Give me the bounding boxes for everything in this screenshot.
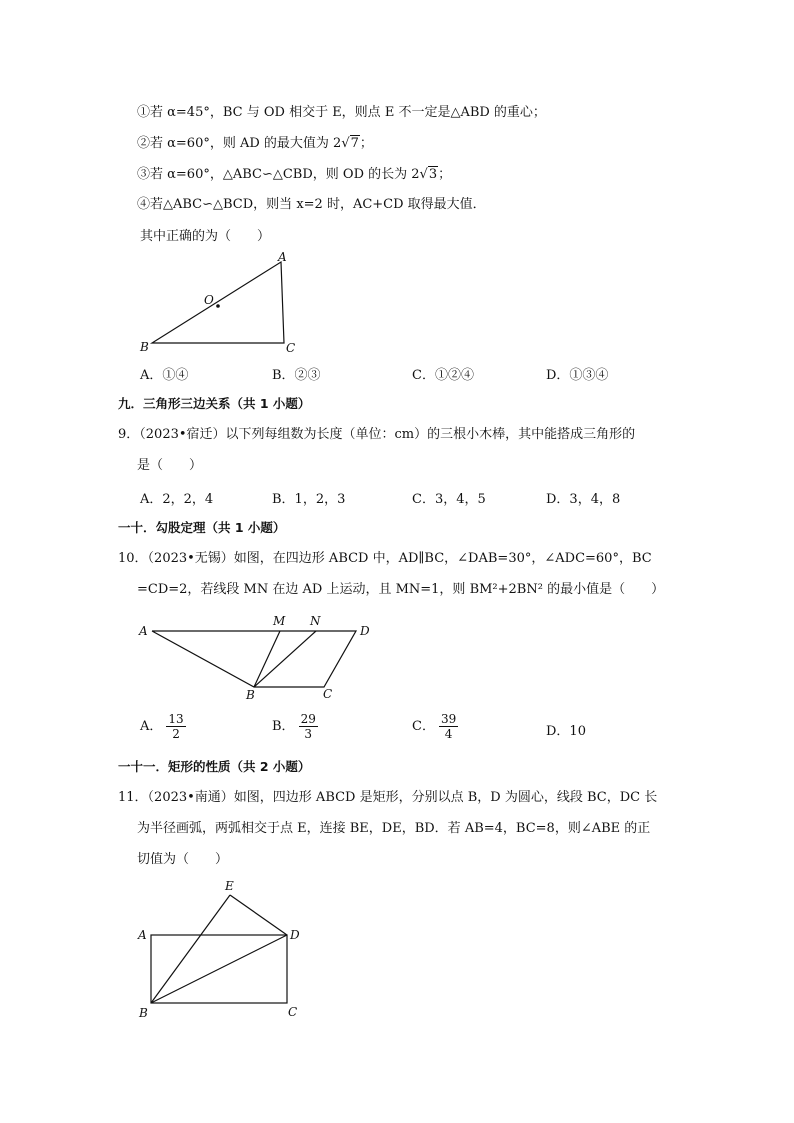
q8-statement-2 xyxy=(137,135,373,153)
q10-option-b-label: B． xyxy=(272,719,295,734)
denominator: 4 xyxy=(444,727,453,741)
q8-s3-text: ③若 α=60°，△ABC∽△CBD，则 OD 的长为 2√ xyxy=(137,167,428,182)
point-o xyxy=(216,304,220,308)
label-d: D xyxy=(290,928,300,942)
q8-statement-4: ④若△ABC∽△BCD，则当 x=2 时，AC+CD 取得最大值． xyxy=(137,197,486,212)
numerator: 13 xyxy=(168,712,184,726)
q10-option-b[interactable] xyxy=(272,712,318,741)
denominator: 3 xyxy=(304,727,313,741)
q8-statement-1: ①若 α=45°，BC 与 OD 相交于 E，则点 E 不一定是△ABD 的重心； xyxy=(137,105,546,120)
label-e: E xyxy=(225,879,234,893)
q8-option-d[interactable]: D．①③④ xyxy=(546,368,609,383)
section-9-heading: 九．三角形三边关系（共 1 小题） xyxy=(118,396,311,411)
label-n: N xyxy=(310,614,321,628)
q8-s3-radicand: 3 xyxy=(428,167,438,182)
q8-option-a[interactable]: A．①④ xyxy=(140,368,189,383)
q8-s3-end: ； xyxy=(438,167,452,182)
q10-stem-line-1: 10．（2023•无锡）如图，在四边形 ABCD 中，AD∥BC，∠DAB=30°，∠ADC=60°，BC xyxy=(118,551,652,566)
q10-stem-line-2: =CD=2，若线段 MN 在边 AD 上运动，且 MN=1，则 BM²+2BN² 的最小值是（ ） xyxy=(137,582,665,597)
label-b: B xyxy=(139,1006,148,1020)
label-c: C xyxy=(286,341,296,355)
label-a: A xyxy=(139,624,148,638)
q8-s2-end: ； xyxy=(359,136,373,151)
q8-triangle-figure xyxy=(130,248,310,358)
q9-option-a[interactable]: A．2，2，4 xyxy=(140,492,214,507)
section-10-heading: 一十．勾股定理（共 1 小题） xyxy=(118,520,286,535)
q10-option-b-fraction xyxy=(299,712,318,741)
label-d: D xyxy=(360,624,370,638)
q9-stem-line-2: 是（ ） xyxy=(137,458,203,473)
q10-option-c[interactable] xyxy=(412,712,458,741)
q8-option-b[interactable]: B．②③ xyxy=(272,368,321,383)
q10-quadrilateral-figure xyxy=(134,610,384,705)
q10-option-d[interactable]: D．10 xyxy=(546,724,586,739)
q8-s2-text: ②若 α=60°，则 AD 的最大值为 2√ xyxy=(137,136,350,151)
q10-option-c-fraction xyxy=(439,712,458,741)
label-b: B xyxy=(246,688,255,702)
q10-option-a[interactable] xyxy=(140,712,186,741)
label-m: M xyxy=(273,614,286,628)
q10-option-c-label: C． xyxy=(412,719,435,734)
q9-option-b[interactable]: B．1，2，3 xyxy=(272,492,346,507)
label-o: O xyxy=(204,293,214,307)
q11-stem-line-2: 为半径画弧，两弧相交于点 E，连接 BE，DE，BD．若 AB=4，BC=8，则∠ABE 的正 xyxy=(137,821,651,836)
q11-rectangle-figure xyxy=(130,875,330,1025)
label-a: A xyxy=(278,250,287,264)
q9-stem-line-1: 9．（2023•宿迁）以下列每组数为长度（单位：cm）的三根小木棒，其中能搭成三角形的 xyxy=(118,427,636,442)
q10-option-a-fraction xyxy=(166,712,185,741)
numerator: 29 xyxy=(300,712,316,726)
q9-option-d[interactable]: D．3，4，8 xyxy=(546,492,621,507)
q8-prompt: 其中正确的为（ ） xyxy=(140,229,271,244)
denominator: 2 xyxy=(172,727,180,741)
q8-option-c[interactable]: C．①②④ xyxy=(412,368,474,383)
label-c: C xyxy=(323,687,333,701)
q8-statement-3 xyxy=(137,166,451,184)
label-a: A xyxy=(138,928,147,942)
label-c: C xyxy=(288,1005,298,1019)
q11-stem-line-3: 切值为（ ） xyxy=(137,852,229,867)
label-b: B xyxy=(140,340,149,354)
numerator: 39 xyxy=(440,712,457,726)
q9-option-c[interactable]: C．3，4，5 xyxy=(412,492,486,507)
q10-option-a-label: A． xyxy=(140,719,163,734)
q8-s2-radicand: 7 xyxy=(350,136,359,151)
q11-stem-line-1: 11．（2023•南通）如图，四边形 ABCD 是矩形，分别以点 B，D 为圆心，线段 BC，DC 长 xyxy=(118,790,658,805)
section-11-heading: 一十一．矩形的性质（共 2 小题） xyxy=(118,759,311,774)
